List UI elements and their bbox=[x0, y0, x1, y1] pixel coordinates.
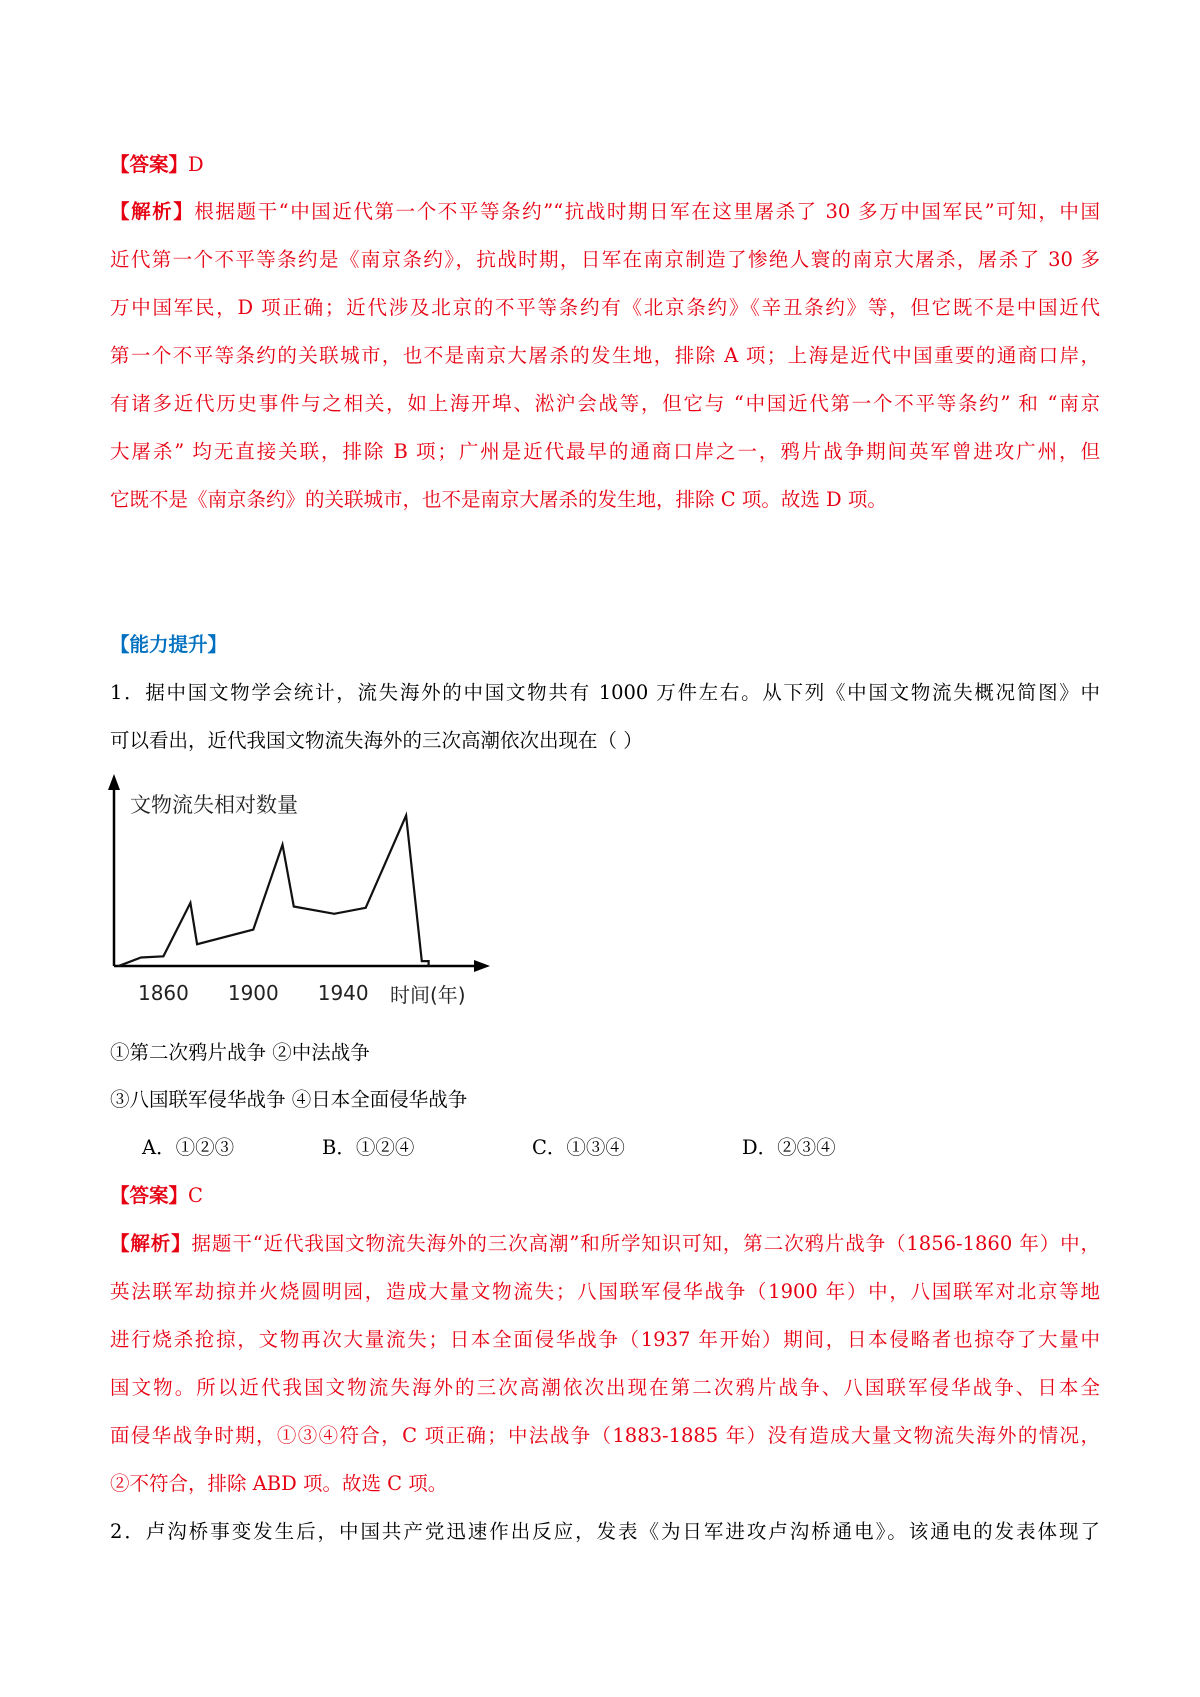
answer-1 bbox=[110, 152, 1100, 178]
answer-tag: 【答案】 bbox=[110, 153, 189, 176]
series-line bbox=[119, 816, 429, 967]
section-heading: 【能力提升】 bbox=[110, 633, 228, 656]
data-point bbox=[190, 902, 192, 904]
analysis-2-line: 面侵华战争时期，①③④符合，C 项正确；中法战争（1883-1885 年）没有造成大量文物流失海外的情况， bbox=[110, 1424, 1100, 1447]
data-point bbox=[405, 815, 407, 817]
relic-loss-line-chart bbox=[100, 770, 520, 1010]
analysis-1-line: 大屠杀” 均无直接关联，排除 B 项；广州是近代最早的通商口岸之一，鸦片战争期间英军曾进攻广州，但 bbox=[110, 440, 1100, 463]
data-point bbox=[428, 960, 430, 962]
answer-2 bbox=[110, 1183, 1100, 1209]
analysis-2-line: ②不符合，排除 ABD 项。故选 C 项。 bbox=[110, 1472, 448, 1495]
data-point bbox=[333, 913, 335, 915]
question-1-items: ①第二次鸦片战争 ②中法战争 bbox=[110, 1041, 370, 1064]
y-axis-arrow bbox=[108, 774, 120, 790]
data-point bbox=[163, 955, 165, 957]
analysis-text: 据题干“近代我国文物流失海外的三次高潮”和所学知识可知，第二次鸦片战争（1856-1860 年）中， bbox=[191, 1232, 1100, 1255]
analysis-1-line: 第一个不平等条约的关联城市，也不是南京大屠杀的发生地，排除 A 项；上海是近代中国重要的通商口岸， bbox=[110, 344, 1100, 367]
x-axis-arrow bbox=[474, 960, 490, 972]
analysis-tag: 【解析】 bbox=[110, 200, 195, 223]
data-point bbox=[293, 906, 295, 908]
data-point bbox=[282, 844, 284, 846]
x-tick-label: 1860 bbox=[137, 981, 189, 1005]
analysis-2-line bbox=[110, 1231, 1100, 1257]
data-point bbox=[140, 957, 142, 959]
x-tick-label: 1940 bbox=[317, 981, 369, 1005]
option-c[interactable]: C．①③④ bbox=[532, 1136, 625, 1159]
analysis-2-line: 国文物。所以近代我国文物流失海外的三次高潮依次出现在第二次鸦片战争、八国联军侵华战争、日本全 bbox=[110, 1376, 1100, 1399]
option-d[interactable]: D．②③④ bbox=[742, 1136, 836, 1159]
analysis-1-line: 万中国军民，D 项正确；近代涉及北京的不平等条约有《北京条约》《辛丑条约》等，但它既不是中国近代 bbox=[110, 296, 1100, 319]
series-points bbox=[118, 815, 430, 967]
analysis-2-line: 进行烧杀抢掠，文物再次大量流失；日本全面侵华战争（1937 年开始）期间，日本侵略者也掠夺了大量中 bbox=[110, 1328, 1100, 1351]
option-a[interactable]: A．①②③ bbox=[142, 1136, 235, 1159]
data-point bbox=[365, 907, 367, 909]
analysis-1-line: 它既不是《南京条约》的关联城市，也不是南京大屠杀的发生地，排除 C 项。故选 D 项。 bbox=[110, 488, 887, 511]
y-axis-label: 文物流失相对数量 bbox=[130, 793, 298, 817]
analysis-tag: 【解析】 bbox=[110, 1232, 192, 1255]
question-1-stem: 1．据中国文物学会统计，流失海外的中国文物共有 1000 万件左右。从下列《中国文物流失概况简图》中 bbox=[110, 681, 1100, 704]
answer-value: C bbox=[188, 1184, 203, 1207]
question-2-stem: 2．卢沟桥事变发生后，中国共产党迅速作出反应，发表《为日军进攻卢沟桥通电》。该通电的发表体现了 bbox=[110, 1520, 1100, 1543]
analysis-1-line: 有诸多近代历史事件与之相关，如上海开埠、淞沪会战等，但它与 “中国近代第一个不平等条约” 和 “南京 bbox=[110, 392, 1100, 415]
data-point bbox=[421, 960, 423, 962]
data-point bbox=[118, 965, 120, 967]
answer-tag: 【答案】 bbox=[110, 1184, 189, 1207]
data-point bbox=[253, 929, 255, 931]
data-point bbox=[196, 943, 198, 945]
answer-value: D bbox=[188, 153, 204, 176]
x-tick-label: 1900 bbox=[227, 981, 279, 1005]
option-b[interactable]: B．①②④ bbox=[322, 1136, 415, 1159]
question-1-items: ③八国联军侵华战争 ④日本全面侵华战争 bbox=[110, 1088, 468, 1111]
analysis-text: 根据题干“中国近代第一个不平等条约”“抗战时期日军在这里屠杀了 30 多万中国军民”可知，中国 bbox=[194, 200, 1100, 223]
x-tick-labels bbox=[138, 981, 369, 1005]
x-axis-label: 时间(年) bbox=[390, 983, 466, 1007]
question-1-stem: 可以看出，近代我国文物流失海外的三次高潮依次出现在（ ） bbox=[110, 729, 643, 752]
analysis-1-line: 近代第一个不平等条约是《南京条约》，抗战时期，日军在南京制造了惨绝人寰的南京大屠杀，屠杀了 30 多 bbox=[110, 248, 1100, 271]
analysis-2-line: 英法联军劫掠并火烧圆明园，造成大量文物流失；八国联军侵华战争（1900 年）中，八国联军对北京等地 bbox=[110, 1280, 1100, 1303]
analysis-1-line bbox=[110, 199, 1100, 225]
